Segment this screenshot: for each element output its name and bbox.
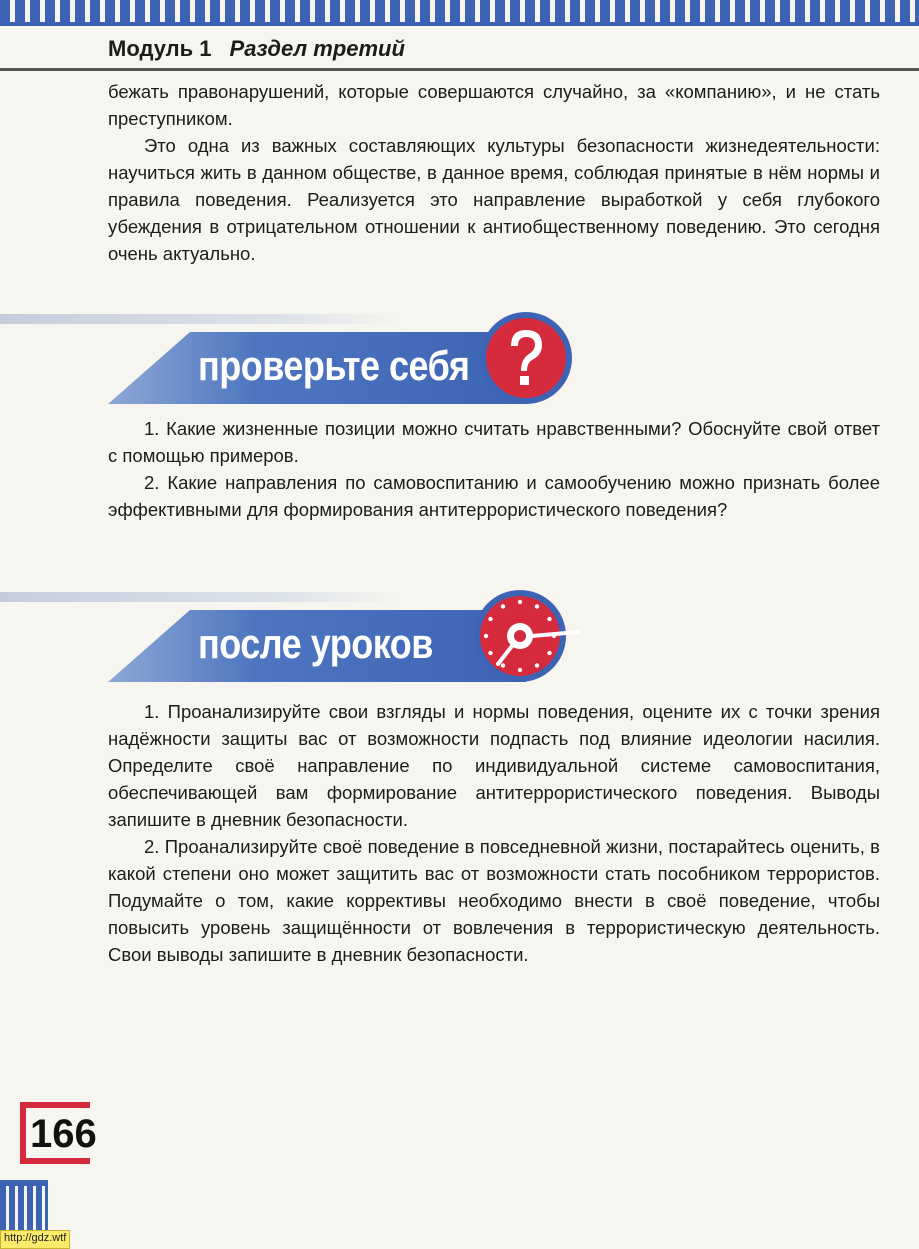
check-yourself-title: проверьте себя [198, 341, 470, 389]
page-number: 166 [30, 1112, 97, 1156]
clock-icon [470, 586, 582, 686]
intro-text [108, 78, 880, 267]
check-yourself-banner [0, 300, 919, 420]
banner-haze [0, 592, 400, 602]
task-1: 1. Проанализируйте свои взгляды и нормы поведения, оцените их с точки зрения надёжности защиты вас от возможности подпасть под влияние идеологии насилия. Определите своё направление по индивидуальной системе самовоспитания, обеспечивающей вам формирование антитеррористического поведения. Выводы запишите в дневник безопасности. [108, 701, 880, 830]
question-1: 1. Какие жизненные позиции можно считать нравственными? Обоснуйте свой ответ с помощью примеров. [108, 418, 880, 466]
after-lessons-title: после уроков [198, 619, 433, 667]
question-2: 2. Какие направления по самовоспитанию и самообучению можно признать более эффективными для формирования антитеррористического поведения? [108, 472, 880, 520]
header-divider [0, 68, 919, 71]
intro-paragraph-1: бежать правонарушений, которые совершаются случайно, за «компанию», и не стать преступником. [108, 81, 880, 129]
question-mark-icon [476, 308, 576, 408]
section-label: Раздел третий [229, 36, 405, 61]
top-decor-stripes [0, 0, 919, 26]
watermark: http://gdz.wtf [0, 1230, 70, 1249]
after-lessons-banner [0, 578, 919, 698]
banner-haze [0, 314, 400, 324]
check-yourself-questions [108, 415, 880, 523]
module-label: Модуль 1 [108, 36, 212, 61]
page-header [108, 34, 405, 64]
intro-paragraph-2: Это одна из важных составляющих культуры безопасности жизнедеятельности: научиться жить в данном обществе, в данное время, соблюдая принятые в нём нормы и правила поведения. Реализуется это направление выработкой у себя глубокого убеждения в отрицательном отношении к антиобщественному поведению. Это сегодня очень актуально. [108, 135, 880, 264]
task-2: 2. Проанализируйте своё поведение в повседневной жизни, постарайтесь оценить, в какой степени оно может защитить вас от возможности стать пособником террористов. Подумайте о том, какие коррективы необходимо внести в своё поведение, чтобы повысить уровень защищённости от вовлечения в террористическую деятельность. Свои выводы запишите в дневник безопасности. [108, 836, 880, 965]
after-lessons-tasks [108, 698, 880, 968]
